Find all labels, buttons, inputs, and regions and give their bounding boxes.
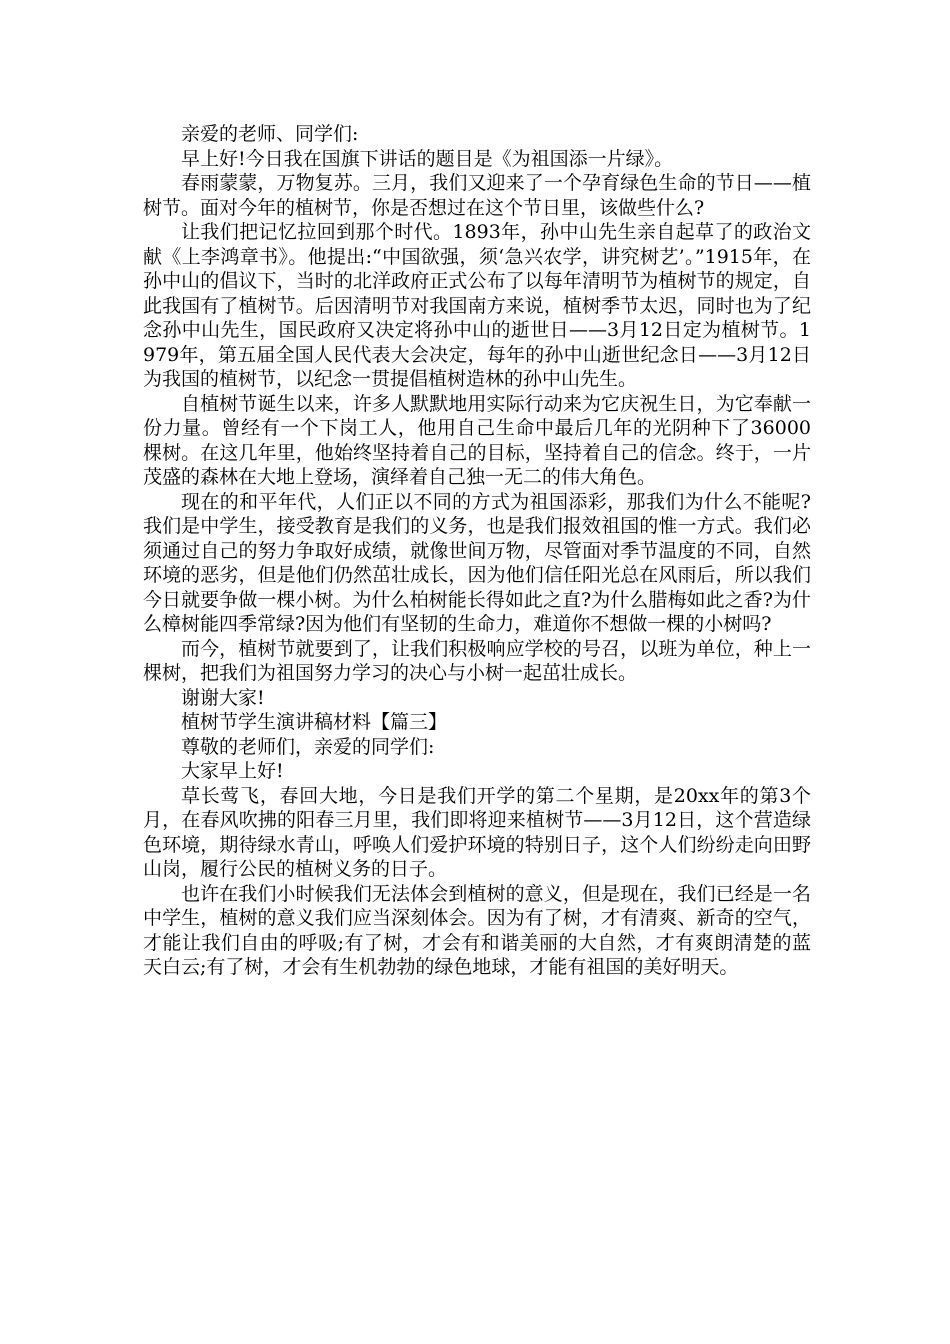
arbor-day-intro-paragraph: 草长莺飞，春回大地，今日是我们开学的第二个星期，是20xx年的第3个月，在春风吹拂的阳春三月里，我们即将迎来植树节——3月12日，这个营造绿色环境，期待绿水青山，呼唤人们爱护环境的特别日子，这个人们纷纷走向田野山岗，履行公民的植树义务的日子。 — [143, 784, 811, 880]
section-title-part-three: 植树节学生演讲稿材料【篇三】 — [181, 711, 448, 733]
speech-topic-paragraph: 早上好!今日我在国旗下讲话的题目是《为祖国添一片绿》。 — [181, 147, 674, 170]
student-duty-paragraph: 现在的和平年代，人们正以不同的方式为祖国添彩，那我们为什么不能呢?我们是中学生，接受教育是我们的义务，也是我们报效祖国的惟一方式。我们必须通过自己的努力争取好成绩，就像世间万物，尽管面对季节温度的不同，自然环境的恶劣，但是他们仍然茁壮成长，因为他们信任阳光总在风雨后，所以我们今日就要争做一棵小树。为什么柏树能长得如此之直?为什么腊梅如此之香?为什么樟树能四季常绿?因为他们有坚韧的生命力，难道你不想做一棵的小树吗? — [143, 490, 811, 635]
document-body — [143, 122, 811, 980]
salutation-respected: 尊敬的老师们，亲爱的同学们: — [181, 735, 435, 758]
meaning-of-trees-paragraph: 也许在我们小时候我们无法体会到植树的意义，但是现在，我们已经是一名中学生，植树的意义我们应当深刻体会。因为有了树，才有清爽、新奇的空气，才能让我们自由的呼吸;有了树，才会有和谐美丽的大自然，才有爽朗清楚的蓝天白云;有了树，才会有生机勃勃的绿色地球，才能有祖国的美好明天。 — [143, 882, 811, 978]
thanks-line: 谢谢大家! — [181, 686, 265, 709]
salutation-teachers-students: 亲爱的老师、同学们: — [181, 123, 359, 145]
call-to-action-paragraph: 而今，植树节就要到了，让我们积极响应学校的号召，以班为单位，种上一棵树，把我们为祖国努力学习的决心与小树一起茁壮成长。 — [143, 637, 811, 684]
worker-story-paragraph: 自植树节诞生以来，许多人默默地用实际行动来为它庆祝生日，为它奉献一份力量。曾经有一个下岗工人，他用自己生命中最后几年的光阴种下了36000棵树。在这几年里，他始终坚持着自己的目标，坚持着自己的信念。终于，一片茂盛的森林在大地上登场，演绎着自己独一无二的伟大角色。 — [143, 392, 811, 488]
spring-paragraph: 春雨蒙蒙，万物复苏。三月，我们又迎来了一个孕育绿色生命的节日——植树节。面对今年的植树节，你是否想过在这个节日里，该做些什么? — [143, 172, 811, 219]
greeting-line: 大家早上好! — [181, 760, 284, 782]
history-paragraph: 让我们把记忆拉回到那个时代。1893年，孙中山先生亲自起草了的政治文献《上李鸿章书》。他提出:“中国欲强，须‘急兴农学，讲究树艺’。”1915年，在孙中山的倡议下，当时的北洋政府正式公布了以每年清明节为植树节的规定，自此我国有了植树节。后因清明节对我国南方来说，植树季节太迟，同时也为了纪念孙中山先生，国民政府又决定将孙中山的逝世日——3月12日定为植树节。1979年，第五届全国人民代表大会决定，每年的孙中山逝世纪念日——3月12日为我国的植树节，以纪念一贯提倡植树造林的孙中山先生。 — [143, 221, 811, 390]
